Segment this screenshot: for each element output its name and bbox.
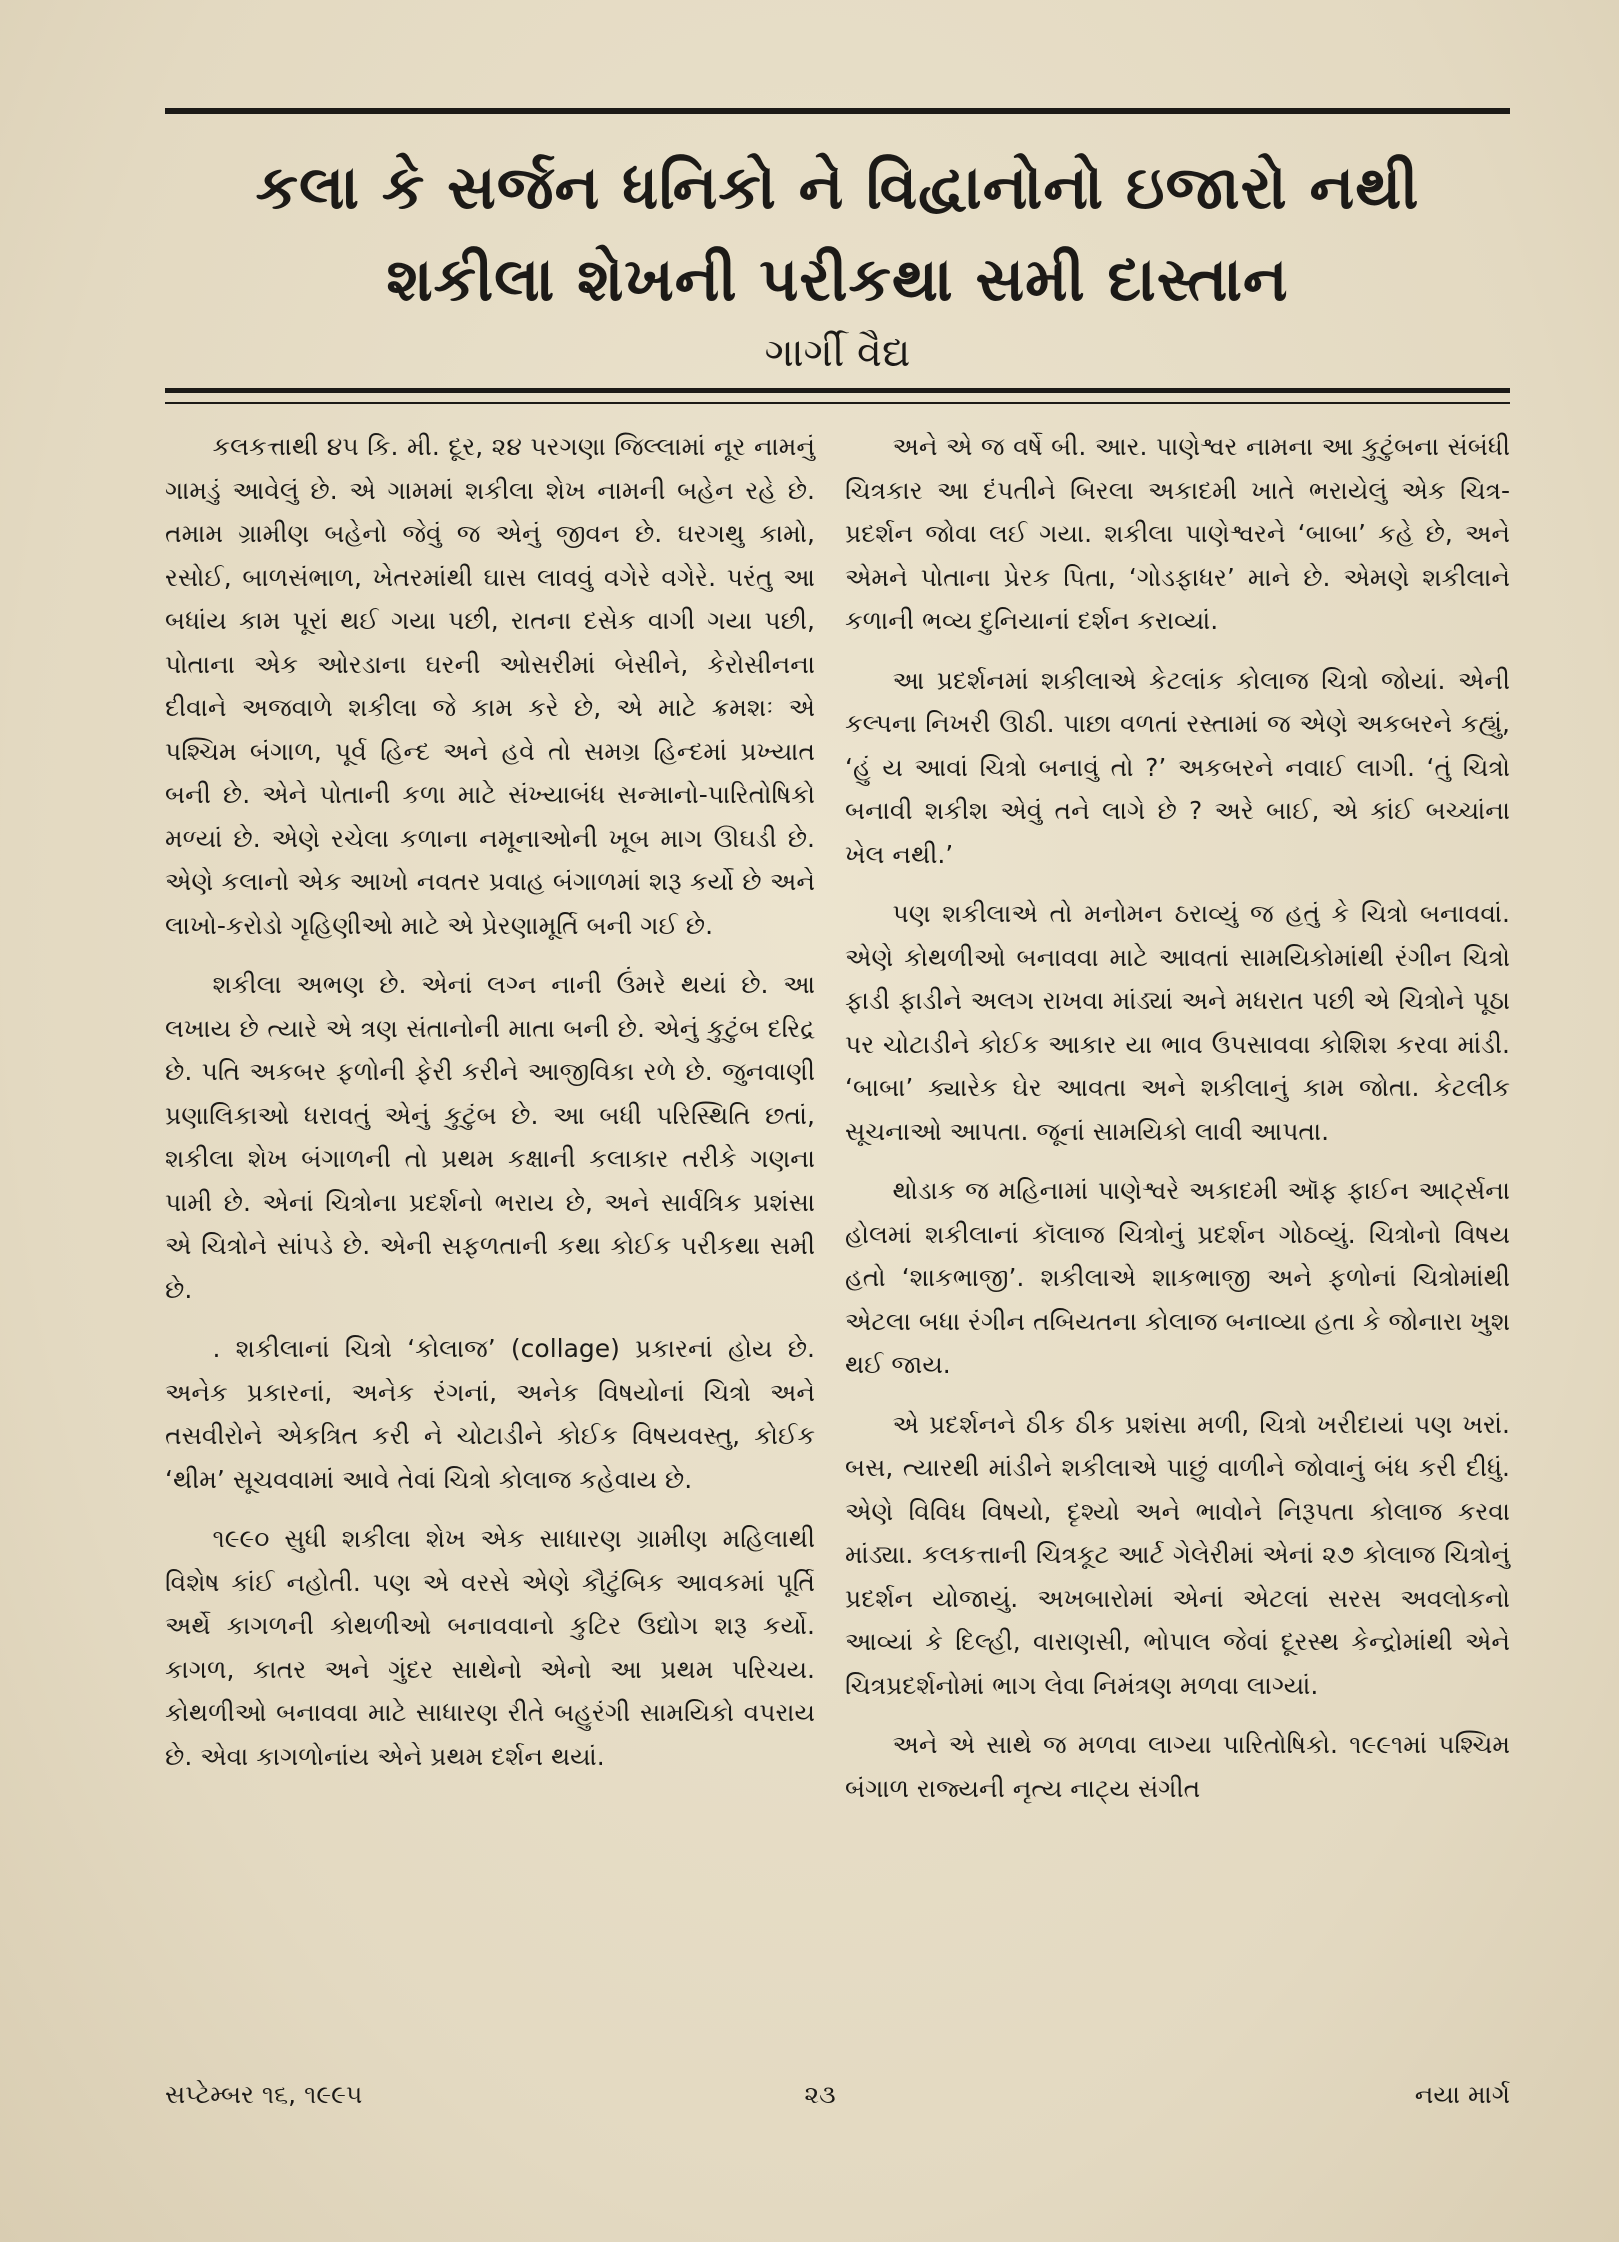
paragraph: થોડાક જ મહિનામાં પાણેશ્વરે અકાદમી ઑફ ફાઈન આર્ટ્સના હોલમાં શકીલાનાં કૉલાજ ચિત્રોનું પ્રદર્શન ગોઠવ્યું. ચિત્રોનો વિષય હતો ‘શાકભાજી’. શકીલાએ શાકભાજી અને ફળોનાં ચિત્રોમાંથી એટલા બધા રંગીન તબિયતના કોલાજ બનાવ્યા હતા કે જોનારા ખુશ થઈ જાય. xyxy=(845,1176,1510,1379)
article-title-line1: કલા કે સર્જન ધનિકો ને વિદ્વાનોનો ઇજારો નથી xyxy=(255,153,1420,223)
paragraph: કલકત્તાથી ૪૫ કિ. મી. દૂર, ૨૪ પરગણા જિલ્લામાં નૂર નામનું ગામડું આવેલું છે. એ ગામમાં શકીલા શેખ નામની બહેન રહે છે. તમામ ગ્રામીણ બહેનો જેવું જ એનું જીવન છે. ઘરગથુ કામો, રસોઈ, બાળસંભાળ, ખેતરમાંથી ઘાસ લાવવું વગેરે વગેરે. પરંતુ આ બધાંય કામ પૂરાં થઈ ગયા પછી, રાતના દસેક વાગી ગયા પછી, પોતાના એક ઓરડાના ઘરની ઓસરીમાં બેસીને, કેરોસીનના દીવાને અજવાળે શકીલા જે કામ કરે છે, એ માટે ક્રમશઃ એ પશ્ચિમ બંગાળ, પૂર્વ હિન્દ અને હવે તો સમગ્ર હિન્દમાં પ્રખ્યાત બની છે. એને પોતાની કળા માટે સંખ્યાબંધ સન્માનો-પારિતોષિકો મળ્યાં છે. એણે રચેલા કળાના નમૂનાઓની ખૂબ માગ ઊઘડી છે. એણે કલાનો એક આખો નવતર પ્રવાહ બંગાળમાં શરૂ કર્યો છે અને લાખો-કરોડો ગૃહિણીઓ માટે એ પ્રેરણામૂર્તિ બની ગઈ છે. xyxy=(165,432,815,940)
article-title-line2: શકીલા શેખની પરીકથા સમી દાસ્તાન xyxy=(386,245,1289,315)
paragraph: પણ શકીલાએ તો મનોમન ઠરાવ્યું જ હતું કે ચિત્રો બનાવવાં. એણે કોથળીઓ બનાવવા માટે આવતાં સામયિકોમાંથી રંગીન ચિત્રો ફાડી ફાડીને અલગ રાખવા માંડ્યાં અને મધરાત પછી એ ચિત્રોને પૂઠા પર ચોટાડીને કોઈક આકાર યા ભાવ ઉપસાવવા કોશિશ કરવા માંડી. ‘બાબા’ ક્યારેક ઘેર આવતા અને શકીલાનું કામ જોતા. કેટલીક સૂચનાઓ આપતા. જૂનાં સામયિકો લાવી આપતા. xyxy=(845,899,1510,1146)
article-author: ગાર્ગી વૈદ્ય xyxy=(764,330,911,376)
top-rule xyxy=(165,108,1510,114)
paragraph: આ પ્રદર્શનમાં શકીલાએ કેટલાંક કોલાજ ચિત્રો જોયાં. એની કલ્પના નિખરી ઊઠી. પાછા વળતાં રસ્તામાં જ એણે અકબરને કહ્યું, ‘હું ય આવાં ચિત્રો બનાવું તો ?’ અકબરને નવાઈ લાગી. ‘તું ચિત્રો બનાવી શકીશ એવું તને લાગે છે ? અરે બાઈ, એ કાંઈ બચ્ચાંના ખેલ નથી.’ xyxy=(845,665,1510,869)
paragraph: એ પ્રદર્શનને ઠીક ઠીક પ્રશંસા મળી, ચિત્રો ખરીદાયાં પણ ખરાં. બસ, ત્યારથી માંડીને શકીલાએ પાછું વાળીને જોવાનું બંધ કરી દીધું. એણે વિવિધ વિષયો, દૃશ્યો અને ભાવોને નિરૂપતા કોલાજ કરવા માંડ્યા. કલકત્તાની ચિત્રકૂટ આર્ટ ગેલેરીમાં એનાં ૨૭ કોલાજ ચિત્રોનું પ્રદર્શન યોજાયું. અખબારોમાં એનાં એટલાં સરસ અવલોકનો આવ્યાં કે દિલ્હી, વારાણસી, ભોપાલ જેવાં દૂરસ્થ કેન્દ્રોમાંથી એને ચિત્રપ્રદર્શનોમાં ભાગ લેવા નિમંત્રણ મળવા લાગ્યાં. xyxy=(845,1409,1510,1700)
title-divider xyxy=(165,388,1510,404)
paragraph: ૧૯૯૦ સુધી શકીલા શેખ એક સાધારણ ગ્રામીણ મહિલાથી વિશેષ કાંઈ નહોતી. પણ એ વરસે એણે કૌટુંબિક આવકમાં પૂર્તિ અર્થે કાગળની કોથળીઓ બનાવવાનો કુટિર ઉદ્યોગ શરૂ કર્યો. કાગળ, કાતર અને ગુંદર સાથેનો એનો આ પ્રથમ પરિચય. કોથળીઓ બનાવવા માટે સાધારણ રીતે બહુરંગી સામયિકો વપરાય છે. એવા કાગળોનાંય એને પ્રથમ દર્શન થયાં. xyxy=(165,1524,815,1771)
footer-date: સપ્ટેમ્બર ૧૬, ૧૯૯૫ xyxy=(165,2080,363,2109)
paragraph: અને એ સાથે જ મળવા લાગ્યા પારિતોષિકો. ૧૯૯૧માં પશ્ચિમ બંગાળ રાજ્યની નૃત્ય નાટ્ય સંગીત xyxy=(845,1730,1510,1803)
magazine-name: નયા માર્ગ xyxy=(1414,2080,1510,2109)
paragraph: શકીલા અભણ છે. એનાં લગ્ન નાની ઉંમરે થયાં છે. આ લખાય છે ત્યારે એ ત્રણ સંતાનોની માતા બની છે. એનું કુટુંબ દરિદ્ર છે. પતિ અકબર ફળોની ફેરી કરીને આજીવિકા રળે છે. જુનવાણી પ્રણાલિકાઓ ધરાવતું એનું કુટુંબ છે. આ બધી પરિસ્થિતિ છતાં, શકીલા શેખ બંગાળની તો પ્રથમ કક્ષાની કલાકાર તરીકે ગણના પામી છે. એનાં ચિત્રોના પ્રદર્શનો ભરાય છે, અને સાર્વત્રિક પ્રશંસા એ ચિત્રોને સાંપડે છે. એની સફળતાની કથા કોઈક પરીકથા સમી છે. xyxy=(165,970,815,1304)
paragraph: . શકીલાનાં ચિત્રો ‘કોલાજ’ (collage) પ્રકારનાં હોય છે. અનેક પ્રકારનાં, અનેક રંગનાં, અનેક વિષયોનાં ચિત્રો અને તસવીરોને એકત્રિત કરી ને ચોટાડીને કોઈક વિષયવસ્તુ, કોઈક ‘થીમ’ સૂચવવામાં આવે તેવાં ચિત્રો કોલાજ કહેવાય છે. xyxy=(165,1334,815,1494)
page-number: ૨૩ xyxy=(804,2080,836,2109)
paragraph: અને એ જ વર્ષે બી. આર. પાણેશ્વર નામના આ કુટુંબના સંબંધી ચિત્રકાર આ દંપતીને બિરલા અકાદમી ખાતે ભરાયેલું એક ચિત્ર-પ્રદર્શન જોવા લઈ ગયા. શકીલા પાણેશ્વરને ‘બાબા’ કહે છે, અને એમને પોતાના પ્રેરક પિતા, ‘ગોડફાધર’ માને છે. એમણે શકીલાને કળાની ભવ્ય દુનિયાનાં દર્શન કરાવ્યાં. xyxy=(845,432,1510,635)
right-column xyxy=(845,425,1510,1826)
left-column xyxy=(165,425,815,1794)
